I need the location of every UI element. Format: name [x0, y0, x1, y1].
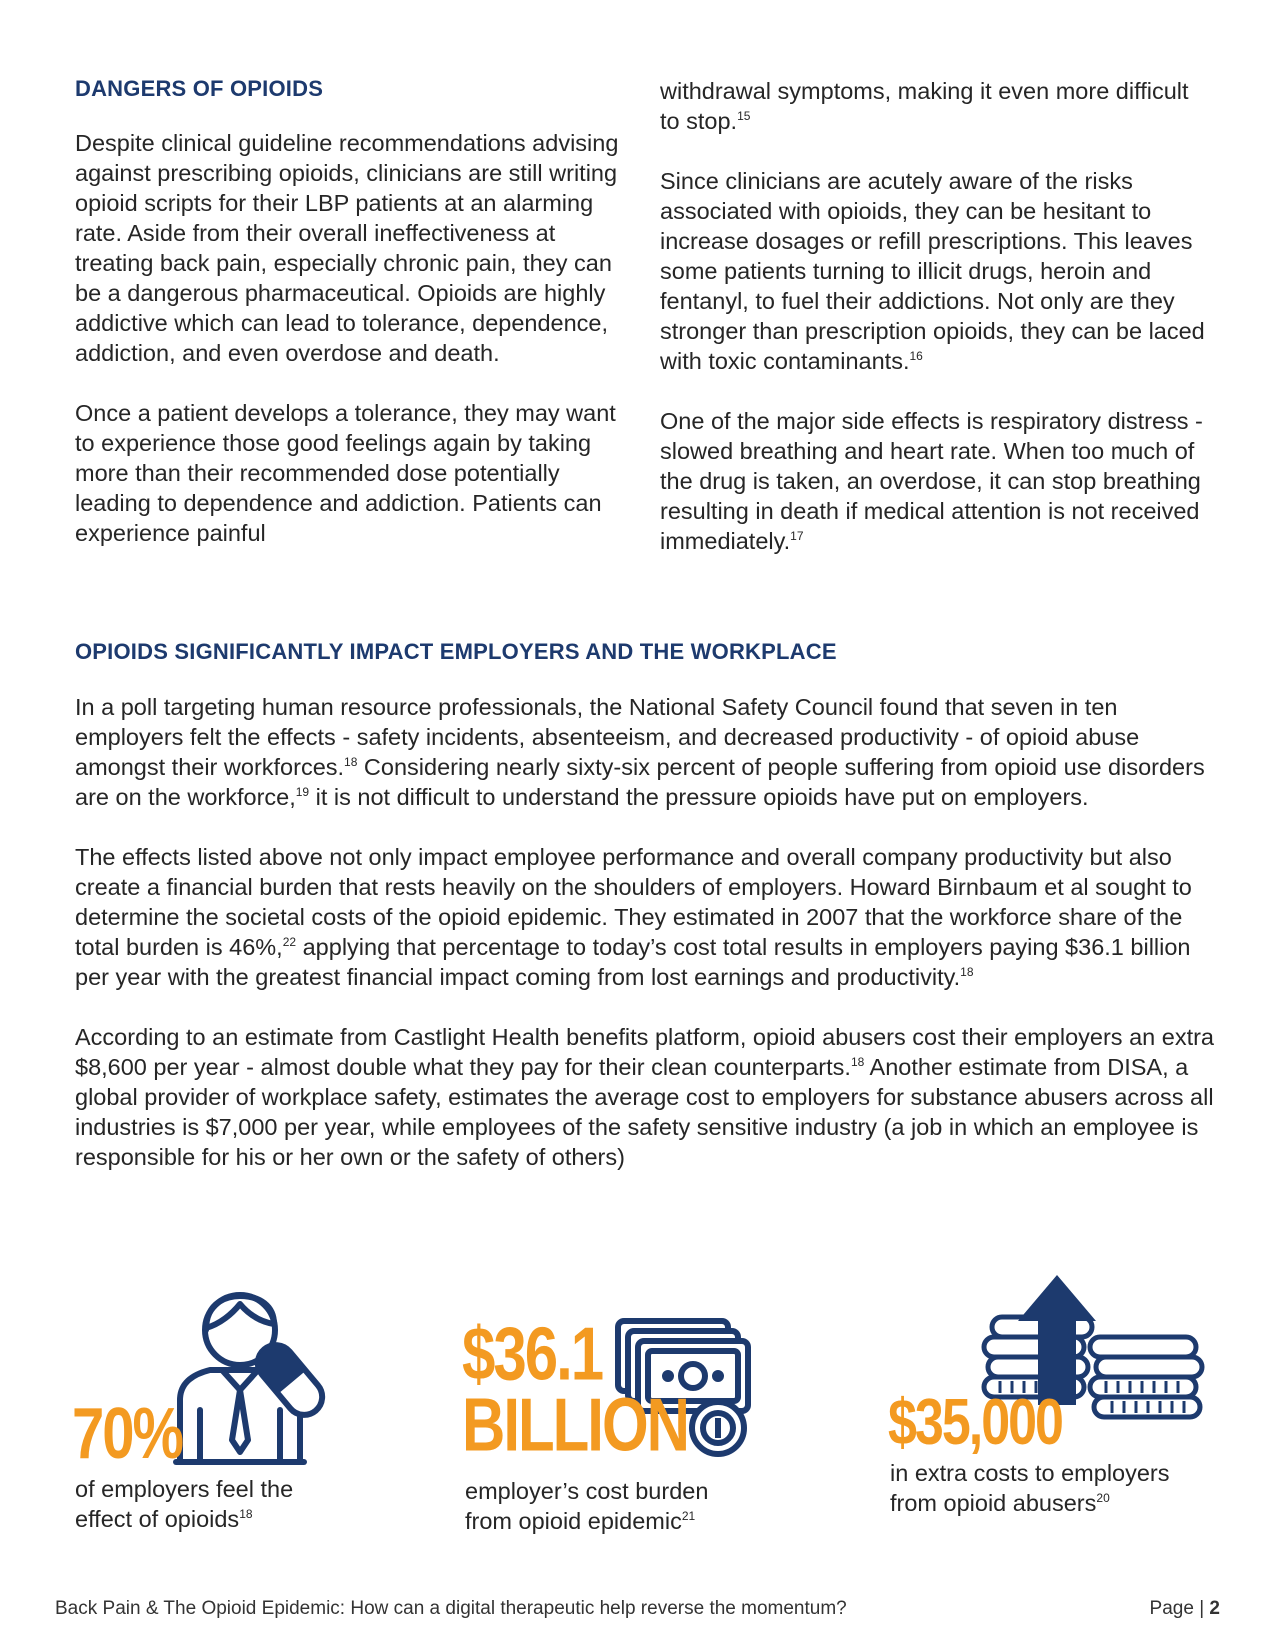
footnote-ref: 17 — [790, 529, 804, 543]
paragraph: withdrawal symptoms, making it even more difficult to stop.$^{15}$ — [660, 78, 1189, 134]
section-heading-dangers: DANGERS OF OPIOIDS — [75, 76, 324, 101]
paragraph: According to an estimate from Castlight Health benefits platform, opioid abusers cost their employers an extra $8,600 per year - almost double what they pay for their clean counterparts.$^{18}$ Another estimate from DISA, a global provider of workplace safety, estimates the average cost to employers for substance abusers across all industries is $7,000 per year, while employees of the safety sensitive industry (a job in which an employee is responsible for his or her own or the safety of others) — [75, 1024, 1214, 1170]
section-heading-workplace: OPIOIDS SIGNIFICANTLY IMPACT EMPLOYERS AND THE WORKPLACE — [75, 639, 837, 664]
footnote-ref: 16 — [909, 349, 923, 363]
paragraph: Since clinicians are acutely aware of the risks associated with opioids, they can be hesitant to increase dosages or refill prescriptions. This leaves some patients turning to illicit drugs, heroin and fentanyl, to fuel their addictions. Not only are they stronger than prescription opioids, they can be laced with toxic contaminants.$^{16}$ — [660, 168, 1205, 374]
paragraph: The effects listed above not only impact employee performance and overall company productivity but also create a financial burden that rests heavily on the shoulders of employers. Howard Birnbaum et al sought to determine the societal costs of the opioid epidemic. They estimated in 2007 that the workforce share of the total burden is 46%,$^{22}$ applying that percentage to today’s cost total results in employers paying $36.1 billion per year with the greatest financial impact coming from lost earnings and productivity.$^{18}$ — [75, 844, 1192, 990]
workplace-body — [75, 692, 1215, 1202]
stat-caption: of employers feel the effect of opioids$^{18}$ — [75, 1476, 294, 1532]
page-number: Page | 2 — [1149, 1598, 1220, 1619]
paragraph: Once a patient develops a tolerance, they may want to experience those good feelings again by taking more than their recommended dose potentially leading to dependence and addiction. Patients can experience painful — [75, 400, 616, 546]
paragraph: Despite clinical guideline recommendations advising against prescribing opioids, clinicians are still writing opioid scripts for their LBP patients at an alarming rate. Aside from their overall ineffectiveness at treating back pain, especially chronic pain, they can be a dangerous pharmaceutical. Opioids are highly addictive which can lead to tolerance, dependence, addiction, and even overdose and death. — [75, 130, 619, 366]
right-column-body — [660, 76, 1210, 586]
paragraph: In a poll targeting human resource professionals, the National Safety Council found that seven in ten employers felt the effects - safety incidents, absenteeism, and decreased productivity - of opioid abuse amongst their workforces.$^{18}$ Considering nearly sixty-six percent of people suffering from opioid use disorders are on the workforce,$^{19}$ it is not difficult to understand the pressure opioids have put on employers. — [75, 694, 1205, 810]
stat-caption: in extra costs to employers from opioid abusers$^{20}$ — [890, 1460, 1170, 1516]
left-column-body — [75, 128, 620, 578]
footnote-ref: 15 — [737, 109, 751, 123]
stat-value-35000: $35,000 — [888, 1386, 1062, 1459]
employee-with-pill-icon — [170, 1290, 340, 1470]
stat-value-36-billion: $36.1 BILLION — [462, 1311, 688, 1467]
paragraph: One of the major side effects is respiratory distress - slowed breathing and heart rate. When too much of the drug is taken, an overdose, it can stop breathing resulting in death if medical attention is not received immediately.$^{17}$ — [660, 408, 1203, 554]
footer-title: Back Pain & The Opioid Epidemic: How can a digital therapeutic help reverse the momentum? — [55, 1598, 847, 1619]
stat-caption: employer’s cost burden from opioid epidemic$^{21}$ — [465, 1478, 709, 1534]
stat-value-70-percent: 70% — [72, 1393, 183, 1475]
